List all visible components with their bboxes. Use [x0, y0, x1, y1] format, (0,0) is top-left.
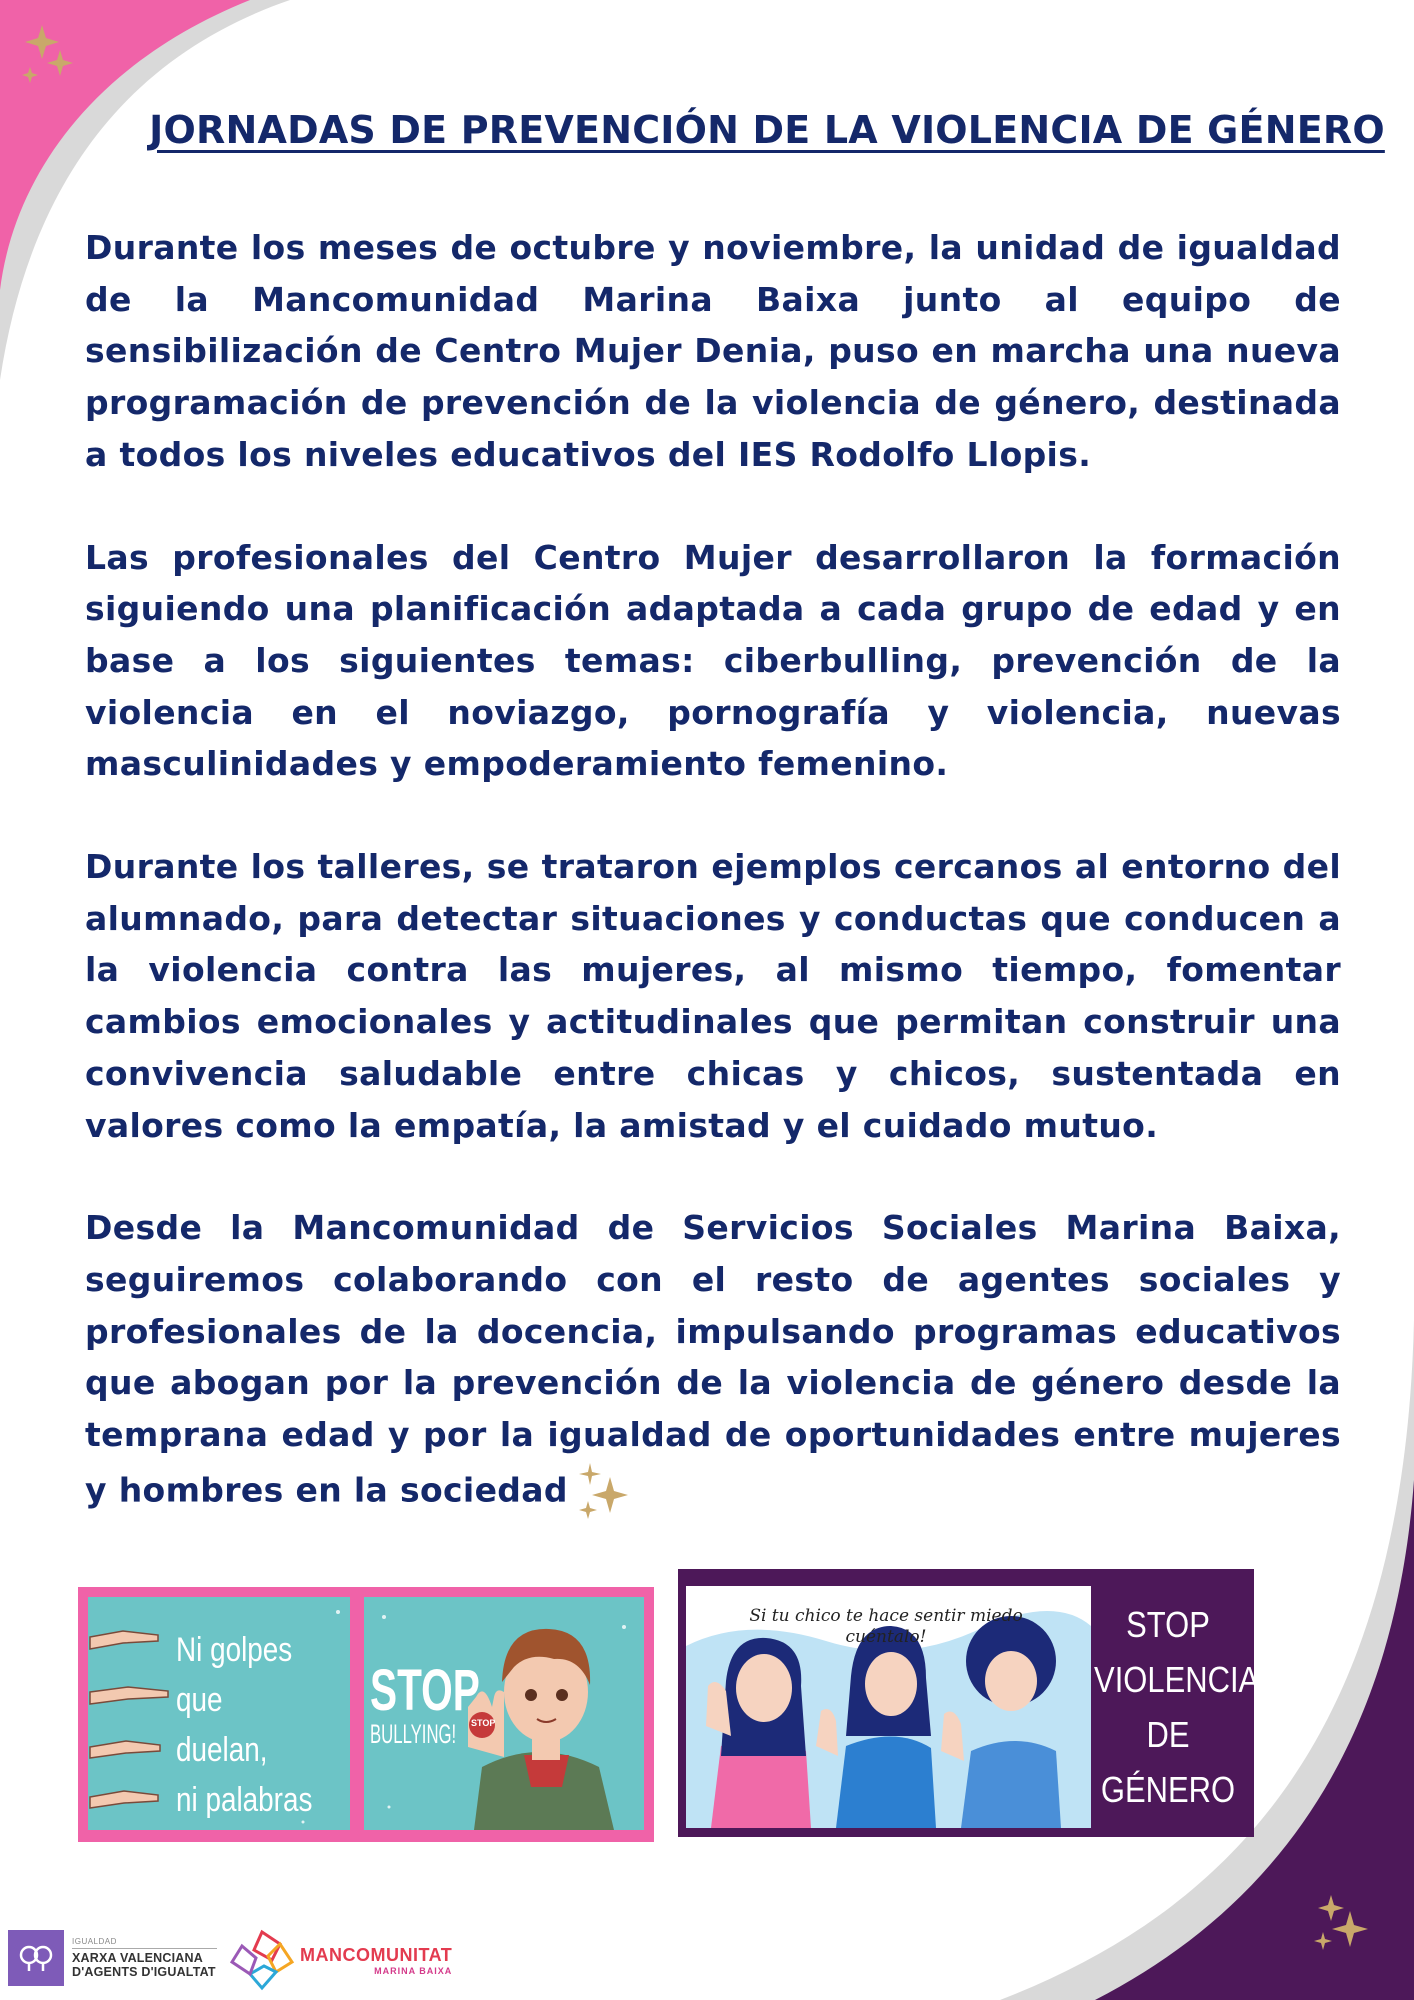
puzzle-logo-icon	[228, 1928, 296, 1992]
slogan-line-4: que hieran.	[176, 1831, 262, 1919]
xarxa-small-label: IGUALDAD	[72, 1937, 117, 1946]
slogan-line-2: que duelan,	[176, 1681, 268, 1769]
mancomunitat-label: MANCOMUNITAT	[300, 1944, 453, 1965]
mancomunitat-text	[300, 1945, 452, 1976]
stop-violence-text	[1094, 1597, 1260, 1817]
xarxa-logo-text	[72, 1937, 217, 1979]
article-body	[85, 222, 1341, 1574]
stop-bullying-panel	[364, 1597, 644, 1830]
stop-label: STOP	[370, 1658, 480, 1723]
paragraph-2: Las profesionales del Centro Mujer desarrollaron la formación siguiendo una planificación adaptada a cada grupo de edad y en base a los siguientes temas: ciberbulling, prevención de la violencia en el noviazgo, pornografía y violencia, nuevas masculinidades y empoderamiento femenino.	[85, 537, 1341, 784]
stop-line-4: GÉNERO	[1100, 1769, 1236, 1810]
bullying-poster	[78, 1587, 654, 1919]
caption-line-2: cuéntalo!	[845, 1627, 927, 1647]
slogan-line-1: Ni golpes	[176, 1631, 293, 1669]
xarxa-line-1: XARXA VALENCIANA	[72, 1951, 203, 1965]
page-title: JORNADAS DE PREVENCIÓN DE LA VIOLENCIA DE GÉNERO	[149, 108, 1385, 152]
slogan-line-3: ni palabras	[176, 1781, 313, 1819]
slogan-text	[176, 1625, 315, 1925]
stop-line-1: STOP	[1126, 1604, 1210, 1645]
mancomunitat-logo	[228, 1928, 452, 1992]
paragraph-4-text: Desde la Mancomunidad de Servicios Sociales Marina Baixa, seguiremos colaborando con el resto de agentes sociales y profesionales de la docencia, impulsando programas educativos que abogan por la prevención de la violencia de género desde la temprana edad y por la igualdad de oportunidades entre mujeres y hombres en la sociedad	[85, 1208, 1341, 1510]
poster-caption	[696, 1606, 1076, 1648]
women-illustration-panel	[686, 1586, 1091, 1828]
paragraph-3: Durante los talleres, se trataron ejemplos cercanos al entorno del alumnado, para detectar situaciones y conductas que conducen a la violencia contra las mujeres, al mismo tiempo, fomentar cambios emocionales y actitudinales que permitan construir una convivencia saludable entre chicas y chicos, sustentada en valores como la empatía, la amistad y el cuidado mutuo.	[85, 847, 1341, 1145]
gender-violence-poster	[678, 1569, 1260, 1837]
xarxa-valenciana-logo	[8, 1930, 217, 1986]
marina-baixa-label: MARINA BAIXA	[374, 1965, 453, 1976]
xarxa-logo-mark	[8, 1930, 64, 1986]
caption-line-1: Si tu chico te hace sentir miedo	[749, 1606, 1023, 1626]
sparkle-icon	[576, 1461, 632, 1523]
equality-symbol-icon	[16, 1943, 56, 1973]
paragraph-1: Durante los meses de octubre y noviembre, la unidad de igualdad de la Mancomunidad Marina Baixa junto al equipo de sensibilización de Centro Mujer Denia, puso en marcha una nueva programación de prevención de la violencia de género, destinada a todos los niveles educativos del IES Rodolfo Llopis.	[85, 228, 1341, 474]
paragraph-4	[85, 1202, 1341, 1523]
hand-sign-label: STOP	[471, 1718, 496, 1728]
bullying-label: BULLYING!	[370, 1719, 457, 1749]
stop-line-2: VIOLENCIA	[1094, 1659, 1260, 1700]
xarxa-line-2: D'AGENTS D'IGUALTAT	[72, 1965, 216, 1979]
slogan-panel	[88, 1597, 350, 1919]
stop-line-3: DE	[1146, 1714, 1190, 1755]
